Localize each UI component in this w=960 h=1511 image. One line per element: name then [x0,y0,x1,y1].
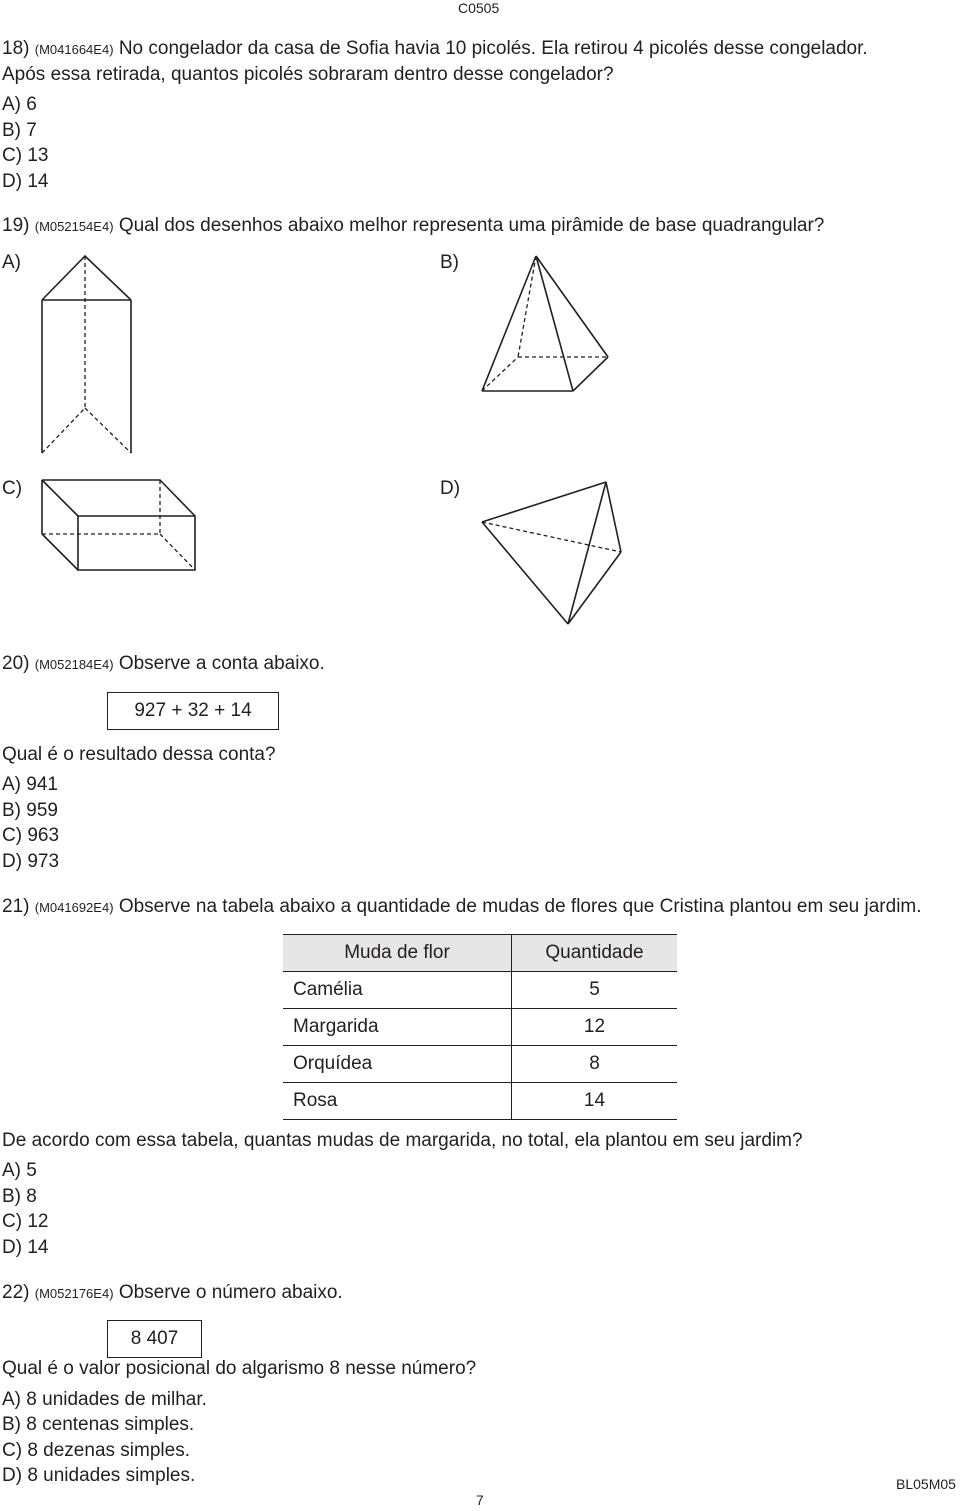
question-18-option-b[interactable]: B) 7 [2,120,37,141]
question-22-option-c[interactable]: C) 8 dezenas simples. [2,1440,190,1461]
table-cell-quantity: 12 [512,1009,678,1046]
number-box: 8 407 [107,1320,202,1358]
item-code: (M052184E4) [34,657,114,672]
question-text: Observe a conta abaixo. [118,653,325,674]
table-row [283,1009,677,1046]
question-21-stem [2,896,922,919]
question-18-option-c[interactable]: C) 13 [2,145,49,166]
expression-box: 927 + 32 + 14 [107,692,279,730]
question-21-option-a[interactable]: A) 5 [2,1160,37,1181]
question-number: 18) [2,38,30,59]
question-number: 22) [2,1282,30,1303]
question-19-label-d[interactable]: D) [440,478,461,499]
question-19-label-b[interactable]: B) [440,252,459,273]
page-number: 7 [476,1492,484,1508]
booklet-code-header: C0505 [458,0,500,16]
table-cell-flower: Rosa [283,1083,512,1120]
question-22-option-b[interactable]: B) 8 centenas simples. [2,1414,195,1435]
question-21-option-c[interactable]: C) 12 [2,1211,49,1232]
question-20-option-d[interactable]: D) 973 [2,851,60,872]
item-code: (M052154E4) [34,219,114,234]
question-number: 19) [2,215,30,236]
question-20-option-a[interactable]: A) 941 [2,774,58,795]
question-20-option-c[interactable]: C) 963 [2,825,60,846]
item-code: (M041664E4) [34,42,114,57]
booklet-code-footer: BL05M05 [896,1476,956,1492]
question-21-question: De acordo com essa tabela, quantas mudas de margarida, no total, ela plantou em seu jardim? [2,1130,803,1151]
question-text: Observe na tabela abaixo a quantidade de mudas de flores que Cristina plantou em seu jardim. [118,896,922,917]
question-19-label-c[interactable]: C) [2,478,23,499]
question-21-option-d[interactable]: D) 14 [2,1237,49,1258]
question-text: Qual dos desenhos abaixo melhor representa uma pirâmide de base quadrangular? [118,215,825,236]
item-code: (M041692E4) [34,900,114,915]
table-cell-flower: Orquídea [283,1046,512,1083]
question-number: 21) [2,896,30,917]
table-cell-quantity: 5 [512,972,678,1009]
item-code: (M052176E4) [34,1286,114,1301]
question-text: No congelador da casa de Sofia havia 10 picolés. Ela retirou 4 picolés desse congelador. [118,38,868,59]
question-number: 20) [2,653,30,674]
table-cell-flower: Margarida [283,1009,512,1046]
question-18-stem-line2: Após essa retirada, quantos picolés sobraram dentro desse congelador? [2,64,614,85]
question-18-option-d[interactable]: D) 14 [2,171,49,192]
question-22-question: Qual é o valor posicional do algarismo 8 nesse número? [2,1358,477,1379]
question-22-option-d[interactable]: D) 8 unidades simples. [2,1465,196,1486]
question-text: Observe o número abaixo. [118,1282,343,1303]
table-row [283,972,677,1009]
column-header-flower: Muda de flor [283,935,512,972]
table-cell-flower: Camélia [283,972,512,1009]
question-20-stem [2,653,325,676]
question-19-label-a[interactable]: A) [2,252,21,273]
table-header-row [283,935,677,972]
question-18-option-a[interactable]: A) 6 [2,94,37,115]
column-header-quantity: Quantidade [512,935,678,972]
table-row [283,1083,677,1120]
table-cell-quantity: 8 [512,1046,678,1083]
question-20-option-b[interactable]: B) 959 [2,800,58,821]
table-row [283,1046,677,1083]
question-20-question: Qual é o resultado dessa conta? [2,744,276,765]
question-22-option-a[interactable]: A) 8 unidades de milhar. [2,1389,207,1410]
flower-seedlings-table [283,934,677,1120]
question-21-option-b[interactable]: B) 8 [2,1186,37,1207]
table-cell-quantity: 14 [512,1083,678,1120]
question-22-stem [2,1282,343,1305]
